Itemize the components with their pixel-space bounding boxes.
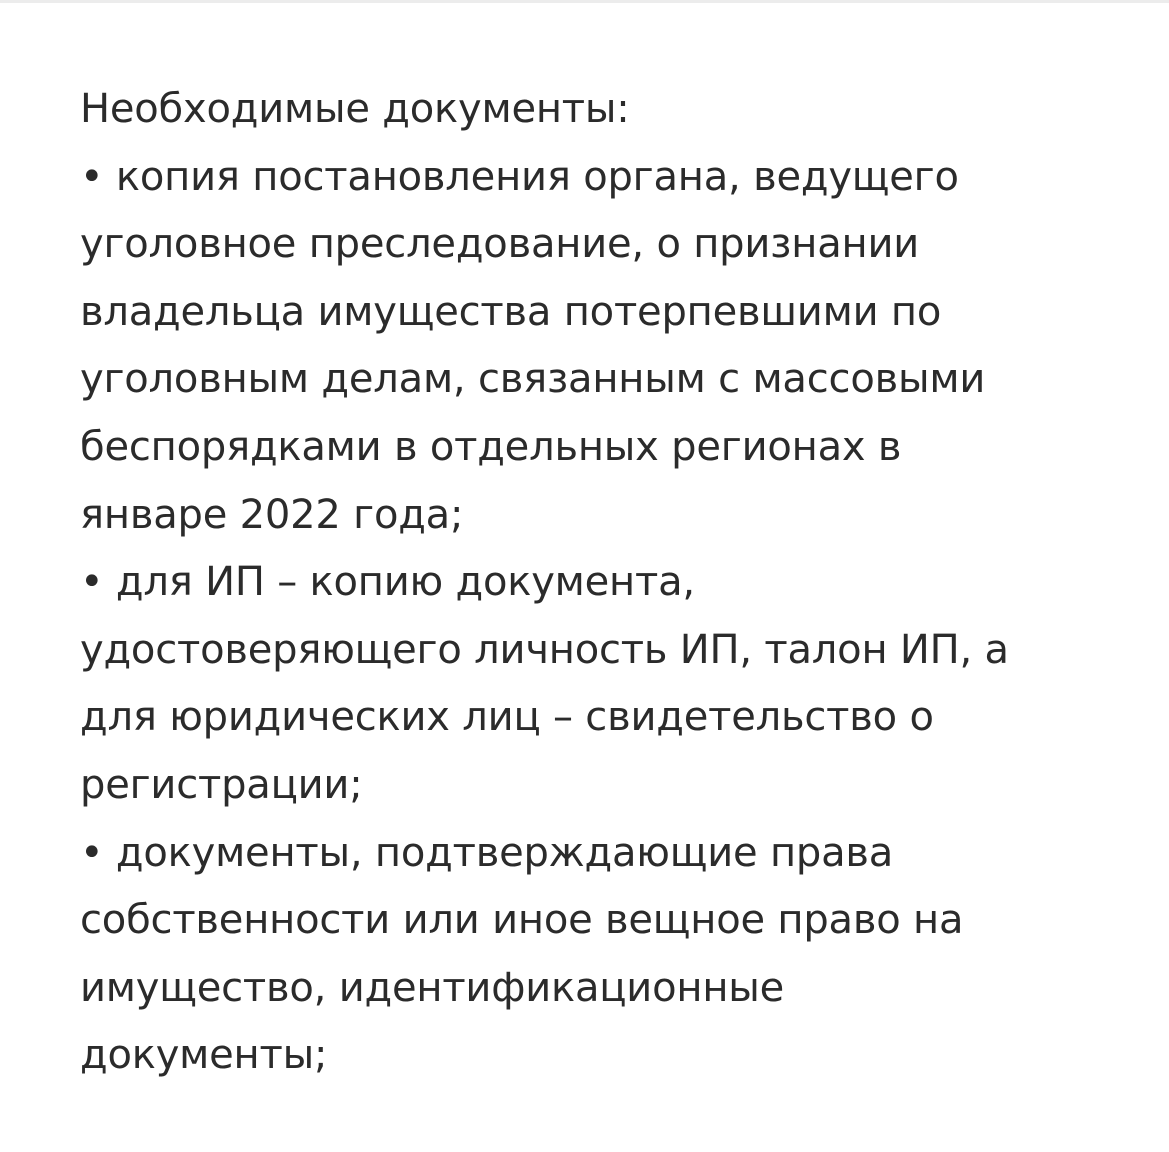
document-heading: Необходимые документы: <box>80 86 630 132</box>
text-line: уголовное преследование, о признании <box>80 221 920 268</box>
text-line: владельца имущества потерпевшими по <box>80 288 942 335</box>
text-line: уголовным делам, связанным с массовыми <box>80 356 986 403</box>
text-line: • документы, подтверждающие права <box>80 829 894 876</box>
text-line: • копия постановления органа, ведущего <box>80 153 959 200</box>
text-line: собственности или иное вещное право на <box>80 897 964 944</box>
text-line: удостоверяющего личность ИП, талон ИП, а <box>80 626 1009 673</box>
text-line: для юридических лиц – свидетельство о <box>80 694 934 741</box>
text-line: регистрации; <box>80 761 363 808</box>
text-line: документы; <box>80 1032 328 1079</box>
document-body <box>80 76 1140 1090</box>
text-line: имущество, идентификационные <box>80 964 785 1011</box>
text-line: беспорядками в отдельных регионах в <box>80 423 902 470</box>
text-line: январе 2022 года; <box>80 491 464 538</box>
top-divider <box>0 0 1169 3</box>
text-line: • для ИП – копию документа, <box>80 559 695 606</box>
